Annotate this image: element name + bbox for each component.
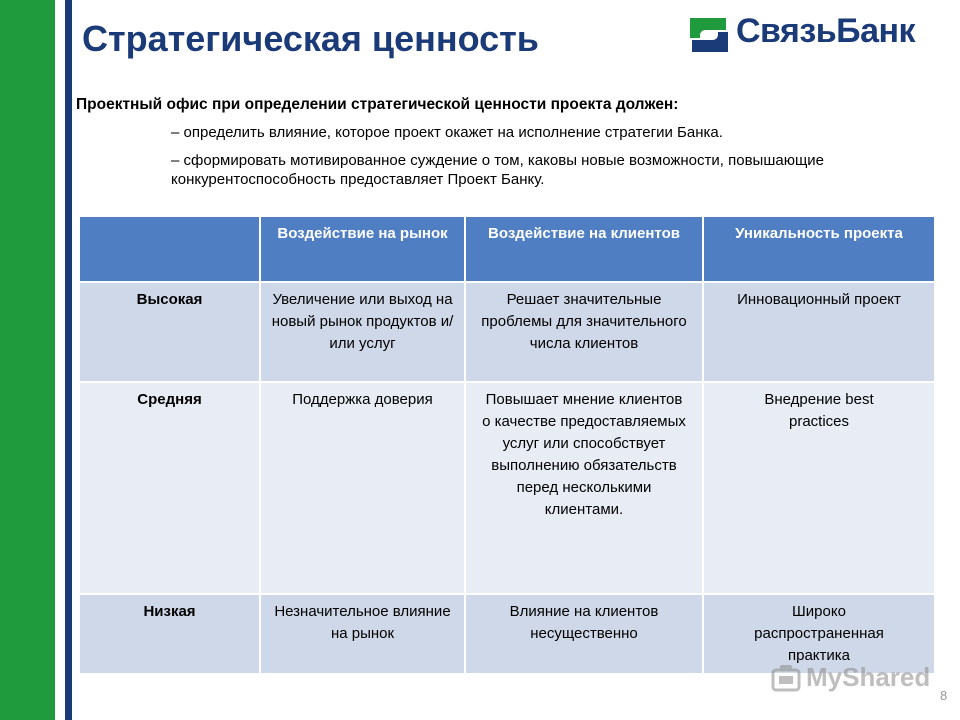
watermark-badge-icon [770, 662, 802, 694]
row-label-low: Низкая [79, 594, 260, 674]
left-navy-stripe [65, 0, 72, 720]
strategic-value-table [78, 215, 936, 675]
svyazbank-logo [686, 8, 946, 62]
table-header-row [79, 216, 935, 282]
header-cell-market: Воздействие на рынок [260, 216, 465, 282]
table-cell: Влияние на клиентов несущественно [465, 594, 703, 674]
intro-text: Проектный офис при определении стратегической ценности проекта должен: [76, 96, 679, 113]
slide-title: Стратегическая ценность [82, 18, 539, 59]
table-cell: Увеличение или выход на новый рынок продуктов и/или услуг [260, 282, 465, 382]
table-cell: Незначительное влияние на рынок [260, 594, 465, 674]
left-green-stripe [0, 0, 55, 720]
bullet-item-2: – сформировать мотивированное суждение о том, каковы новые возможности, повышающие конкурентоспособность предоставляет Проект Банку. [171, 152, 825, 188]
table-cell: Внедрение best practices [703, 382, 935, 594]
table-cell: Решает значительные проблемы для значительного числа клиентов [465, 282, 703, 382]
table-row [79, 282, 935, 382]
logo-text: СвязьБанк [736, 12, 916, 50]
table-cell: Поддержка доверия [260, 382, 465, 594]
bullet-item-1: – определить влияние, которое проект окажет на исполнение стратегии Банка. [171, 124, 723, 141]
header-cell-empty [79, 216, 260, 282]
table-cell: Широко распространенная практика [703, 594, 935, 674]
left-gap-stripe [55, 0, 65, 720]
table-cell: Инновационный проект [703, 282, 935, 382]
page-number: 8 [940, 688, 948, 703]
myshared-watermark [770, 660, 930, 696]
table-cell: Повышает мнение клиентов о качестве предоставляемых услуг или способствует выполнению обязательств перед несколькими клиентами. [465, 382, 703, 594]
logo-mark-icon [686, 12, 732, 58]
header-cell-uniqueness: Уникальность проекта [703, 216, 935, 282]
table-row [79, 382, 935, 594]
watermark-text: MyShared [806, 662, 931, 692]
row-label-high: Высокая [79, 282, 260, 382]
header-cell-clients: Воздействие на клиентов [465, 216, 703, 282]
row-label-medium: Средняя [79, 382, 260, 594]
